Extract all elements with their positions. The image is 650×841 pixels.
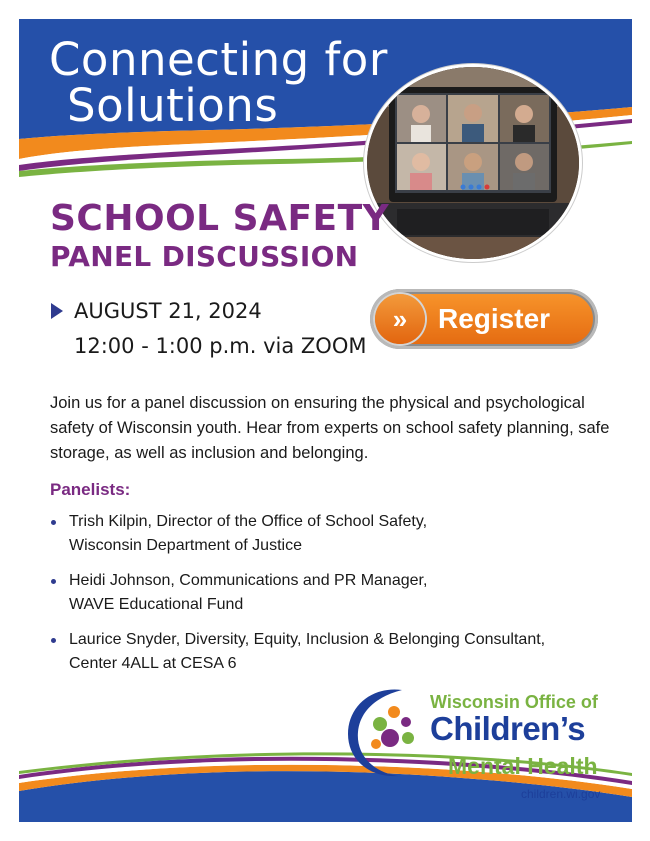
event-title-line2: PANEL DISCUSSION bbox=[50, 240, 359, 273]
logo-swirl-icon bbox=[342, 682, 442, 782]
laptop-video-call-image bbox=[367, 67, 579, 259]
panelist-line2: Center 4ALL at CESA 6 bbox=[69, 655, 237, 672]
list-item bbox=[50, 628, 630, 676]
event-time: 12:00 - 1:00 p.m. via ZOOM bbox=[74, 334, 367, 358]
panelist-line2: Wisconsin Department of Justice bbox=[69, 537, 302, 554]
intro-paragraph: Join us for a panel discussion on ensuring the physical and psychological safety of Wisconsin youth. Hear from experts on school safety planning, safe storage, as well as inclusion and belonging. bbox=[50, 394, 610, 462]
play-arrow-icon bbox=[51, 303, 63, 319]
wocmh-logo bbox=[342, 682, 632, 800]
panelist-line1: Laurice Snyder, Diversity, Equity, Inclusion & Belonging Consultant, bbox=[69, 631, 546, 648]
panelist-line1: Trish Kilpin, Director of the Office of School Safety, bbox=[69, 513, 428, 530]
flyer bbox=[19, 19, 632, 822]
bullet-icon bbox=[51, 638, 56, 643]
panelist-line2: WAVE Educational Fund bbox=[69, 596, 244, 613]
event-title-line1: SCHOOL SAFETY bbox=[50, 198, 390, 239]
panelist-line1: Heidi Johnson, Communications and PR Manager, bbox=[69, 572, 428, 589]
event-date: AUGUST 21, 2024 bbox=[74, 299, 262, 323]
register-label: Register bbox=[438, 303, 551, 334]
bullet-icon bbox=[51, 579, 56, 584]
header-title-line1: Connecting for bbox=[49, 33, 388, 86]
video-call-photo bbox=[364, 64, 582, 262]
header-title bbox=[49, 33, 388, 132]
register-button[interactable] bbox=[370, 289, 598, 349]
double-chevron-right-icon: » bbox=[375, 294, 425, 344]
list-item bbox=[50, 510, 630, 558]
website-link[interactable]: children.wi.gov bbox=[521, 787, 601, 801]
panelists-list bbox=[50, 510, 630, 687]
header-title-line2: Solutions bbox=[67, 79, 279, 132]
event-title bbox=[50, 199, 389, 275]
list-item bbox=[50, 569, 630, 617]
event-date-time bbox=[51, 296, 366, 361]
panelists-heading: Panelists: bbox=[50, 480, 131, 499]
logo-text-line1: Wisconsin Office of bbox=[430, 692, 598, 712]
logo-text-line2: Children’s bbox=[430, 710, 586, 747]
logo-text-line3: Mental Health bbox=[448, 753, 598, 779]
bullet-icon bbox=[51, 520, 56, 525]
